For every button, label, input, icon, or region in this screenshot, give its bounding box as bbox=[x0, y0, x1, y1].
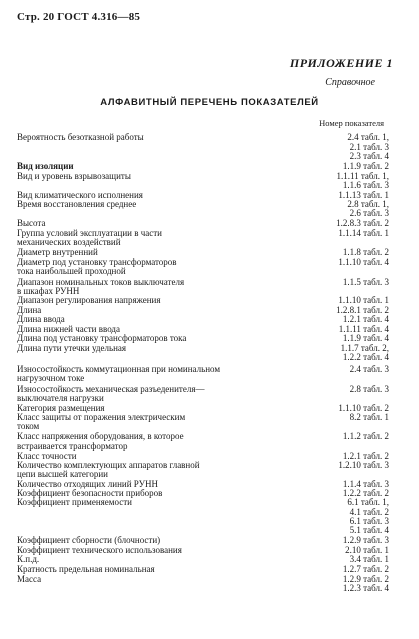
entry-name: Коэффициент безопасности приборов bbox=[17, 488, 163, 498]
entry-name: Масса bbox=[17, 574, 42, 584]
entry-ref: 1.2.7 табл. 2 bbox=[342, 564, 389, 574]
appendix-subtitle: Справочное bbox=[325, 77, 375, 88]
entry-name: Диапазон номинальных токов выключателя bbox=[17, 277, 185, 287]
entry-ref: 2.10 табл. 1 bbox=[345, 545, 389, 555]
entry-name: Вид климатического исполнения bbox=[17, 190, 143, 200]
entry-name: Коэффициент технического использования bbox=[17, 545, 182, 555]
entry-name: Кратность предельная номинальная bbox=[17, 564, 155, 574]
entry-ref: 1.1.13 табл. 1 bbox=[338, 190, 389, 200]
entry-name: Класс напряжения оборудования, в которое bbox=[17, 431, 184, 441]
entry-ref: 2.8 табл. 3 bbox=[349, 384, 389, 394]
entry-name: Класс точности bbox=[17, 451, 77, 461]
entry-ref: 1.1.9 табл. 4 bbox=[342, 333, 389, 343]
document-title: АЛФАВИТНЫЙ ПЕРЕЧЕНЬ ПОКАЗАТЕЛЕЙ bbox=[100, 97, 319, 108]
entry-name: Коэффициент применяемости bbox=[17, 497, 132, 507]
entry-name: Длина ввода bbox=[17, 314, 65, 324]
entry-ref: 1.1.11 табл. 4 bbox=[338, 324, 389, 334]
column-header: Номер показателя bbox=[319, 118, 384, 128]
entry-ref: 1.1.5 табл. 3 bbox=[342, 277, 389, 287]
entry-ref: 1.1.10 табл. 4 bbox=[338, 257, 389, 267]
entry-name: в шкафах РУНН bbox=[17, 286, 80, 296]
entry-name: Длина пути утечки удельная bbox=[17, 343, 127, 353]
entry-name: встраивается трансформатор bbox=[17, 441, 128, 451]
entry-ref: 2.8 табл. 1, bbox=[347, 199, 389, 209]
entry-ref: 2.4 табл. 1, bbox=[347, 132, 389, 142]
entry-ref: 8.2 табл. 1 bbox=[349, 412, 389, 422]
entry-ref: 6.1 табл. 1, bbox=[347, 497, 389, 507]
entry-name: Длина под установку трансформаторов тока bbox=[17, 333, 187, 343]
entry-name: Количество комплектующих аппаратов главной bbox=[17, 460, 200, 470]
entry-ref: 1.2.9 табл. 3 bbox=[342, 535, 389, 545]
entry-ref: 1.2.3 табл. 4 bbox=[342, 583, 389, 593]
entry-name: Износостойкость коммутационная при номинальном bbox=[17, 364, 221, 374]
entry-name: Вид изоляции bbox=[17, 161, 74, 171]
entry-ref: 1.1.10 табл. 2 bbox=[338, 403, 389, 413]
entry-name: Категория размещения bbox=[17, 403, 105, 413]
entry-ref: 1.2.9 табл. 2 bbox=[342, 574, 389, 584]
entry-ref: 1.1.2 табл. 2 bbox=[342, 431, 389, 441]
entry-ref: 2.3 табл. 4 bbox=[349, 151, 389, 161]
entry-ref: 1.2.1 табл. 2 bbox=[342, 451, 389, 461]
entry-ref: 2.6 табл. 3 bbox=[349, 208, 389, 218]
entry-ref: 1.1.8 табл. 2 bbox=[342, 247, 389, 257]
page-header: Стр. 20 ГОСТ 4.316—85 bbox=[17, 11, 141, 23]
entry-name: тока наибольшей проходной bbox=[17, 266, 126, 276]
entry-name: Количество отходящих линий РУНН bbox=[17, 479, 158, 489]
entry-name: Класс защиты от поражения электрическим bbox=[17, 412, 186, 422]
entry-ref: 1.1.11 табл. 1, bbox=[336, 171, 389, 181]
appendix-title: ПРИЛОЖЕНИЕ 1 bbox=[289, 56, 393, 70]
entry-ref: 1.1.4 табл. 3 bbox=[342, 479, 389, 489]
entry-ref: 1.2.10 табл. 3 bbox=[338, 460, 389, 470]
entry-ref: 5.1 табл. 4 bbox=[349, 525, 389, 535]
entry-name: механических воздействий bbox=[17, 237, 121, 247]
entry-name: Высота bbox=[17, 218, 46, 228]
entry-name: выключателя нагрузки bbox=[17, 393, 104, 403]
entry-name: Длина bbox=[17, 305, 42, 315]
entry-ref: 1.1.14 табл. 1 bbox=[338, 228, 389, 238]
entry-ref: 1.2.8.1 табл. 2 bbox=[336, 305, 389, 315]
entry-name: Время восстановления среднее bbox=[17, 199, 137, 209]
entry-ref: 2.4 табл. 3 bbox=[349, 364, 389, 374]
entry-name: Длина нижней части ввода bbox=[17, 324, 121, 334]
entry-ref: 3.4 табл. 1 bbox=[349, 554, 389, 564]
entry-name: Группа условий эксплуатации в части bbox=[17, 228, 162, 238]
entry-ref: 1.1.7 табл. 2, bbox=[340, 343, 389, 353]
entry-ref: 6.1 табл. 3 bbox=[349, 516, 389, 526]
entry-name: Вид и уровень взрывозащиты bbox=[17, 171, 131, 181]
entry-ref: 1.2.2 табл. 2 bbox=[342, 488, 389, 498]
entry-ref: 1.1.10 табл. 1 bbox=[338, 295, 389, 305]
entry-name: Диапазон регулирования напряжения bbox=[17, 295, 161, 305]
entry-name: нагрузочном токе bbox=[17, 373, 85, 383]
entry-name: Диаметр внутренний bbox=[17, 247, 98, 257]
entry-name: Коэффициент сборности (блочности) bbox=[17, 535, 161, 545]
entry-ref: 1.1.9 табл. 2 bbox=[342, 161, 389, 171]
entry-name: К.п.д. bbox=[17, 554, 40, 564]
entry-ref: 1.1.6 табл. 3 bbox=[342, 180, 389, 190]
entry-name: Износостойкость механическая разъеденителя— bbox=[17, 384, 205, 394]
entry-ref: 2.1 табл. 3 bbox=[349, 142, 389, 152]
entry-ref: 4.1 табл. 2 bbox=[349, 507, 389, 517]
entry-ref: 1.2.2 табл. 4 bbox=[342, 352, 389, 362]
entry-ref: 1.2.8.3 табл. 2 bbox=[336, 218, 389, 228]
entry-name: Вероятность безотказной работы bbox=[17, 132, 144, 142]
entry-name: током bbox=[17, 421, 40, 431]
entry-ref: 1.2.1 табл. 4 bbox=[342, 314, 389, 324]
entry-name: цепи высшей категории bbox=[17, 469, 109, 479]
entry-name: Диаметр под установку трансформаторов bbox=[17, 257, 177, 267]
